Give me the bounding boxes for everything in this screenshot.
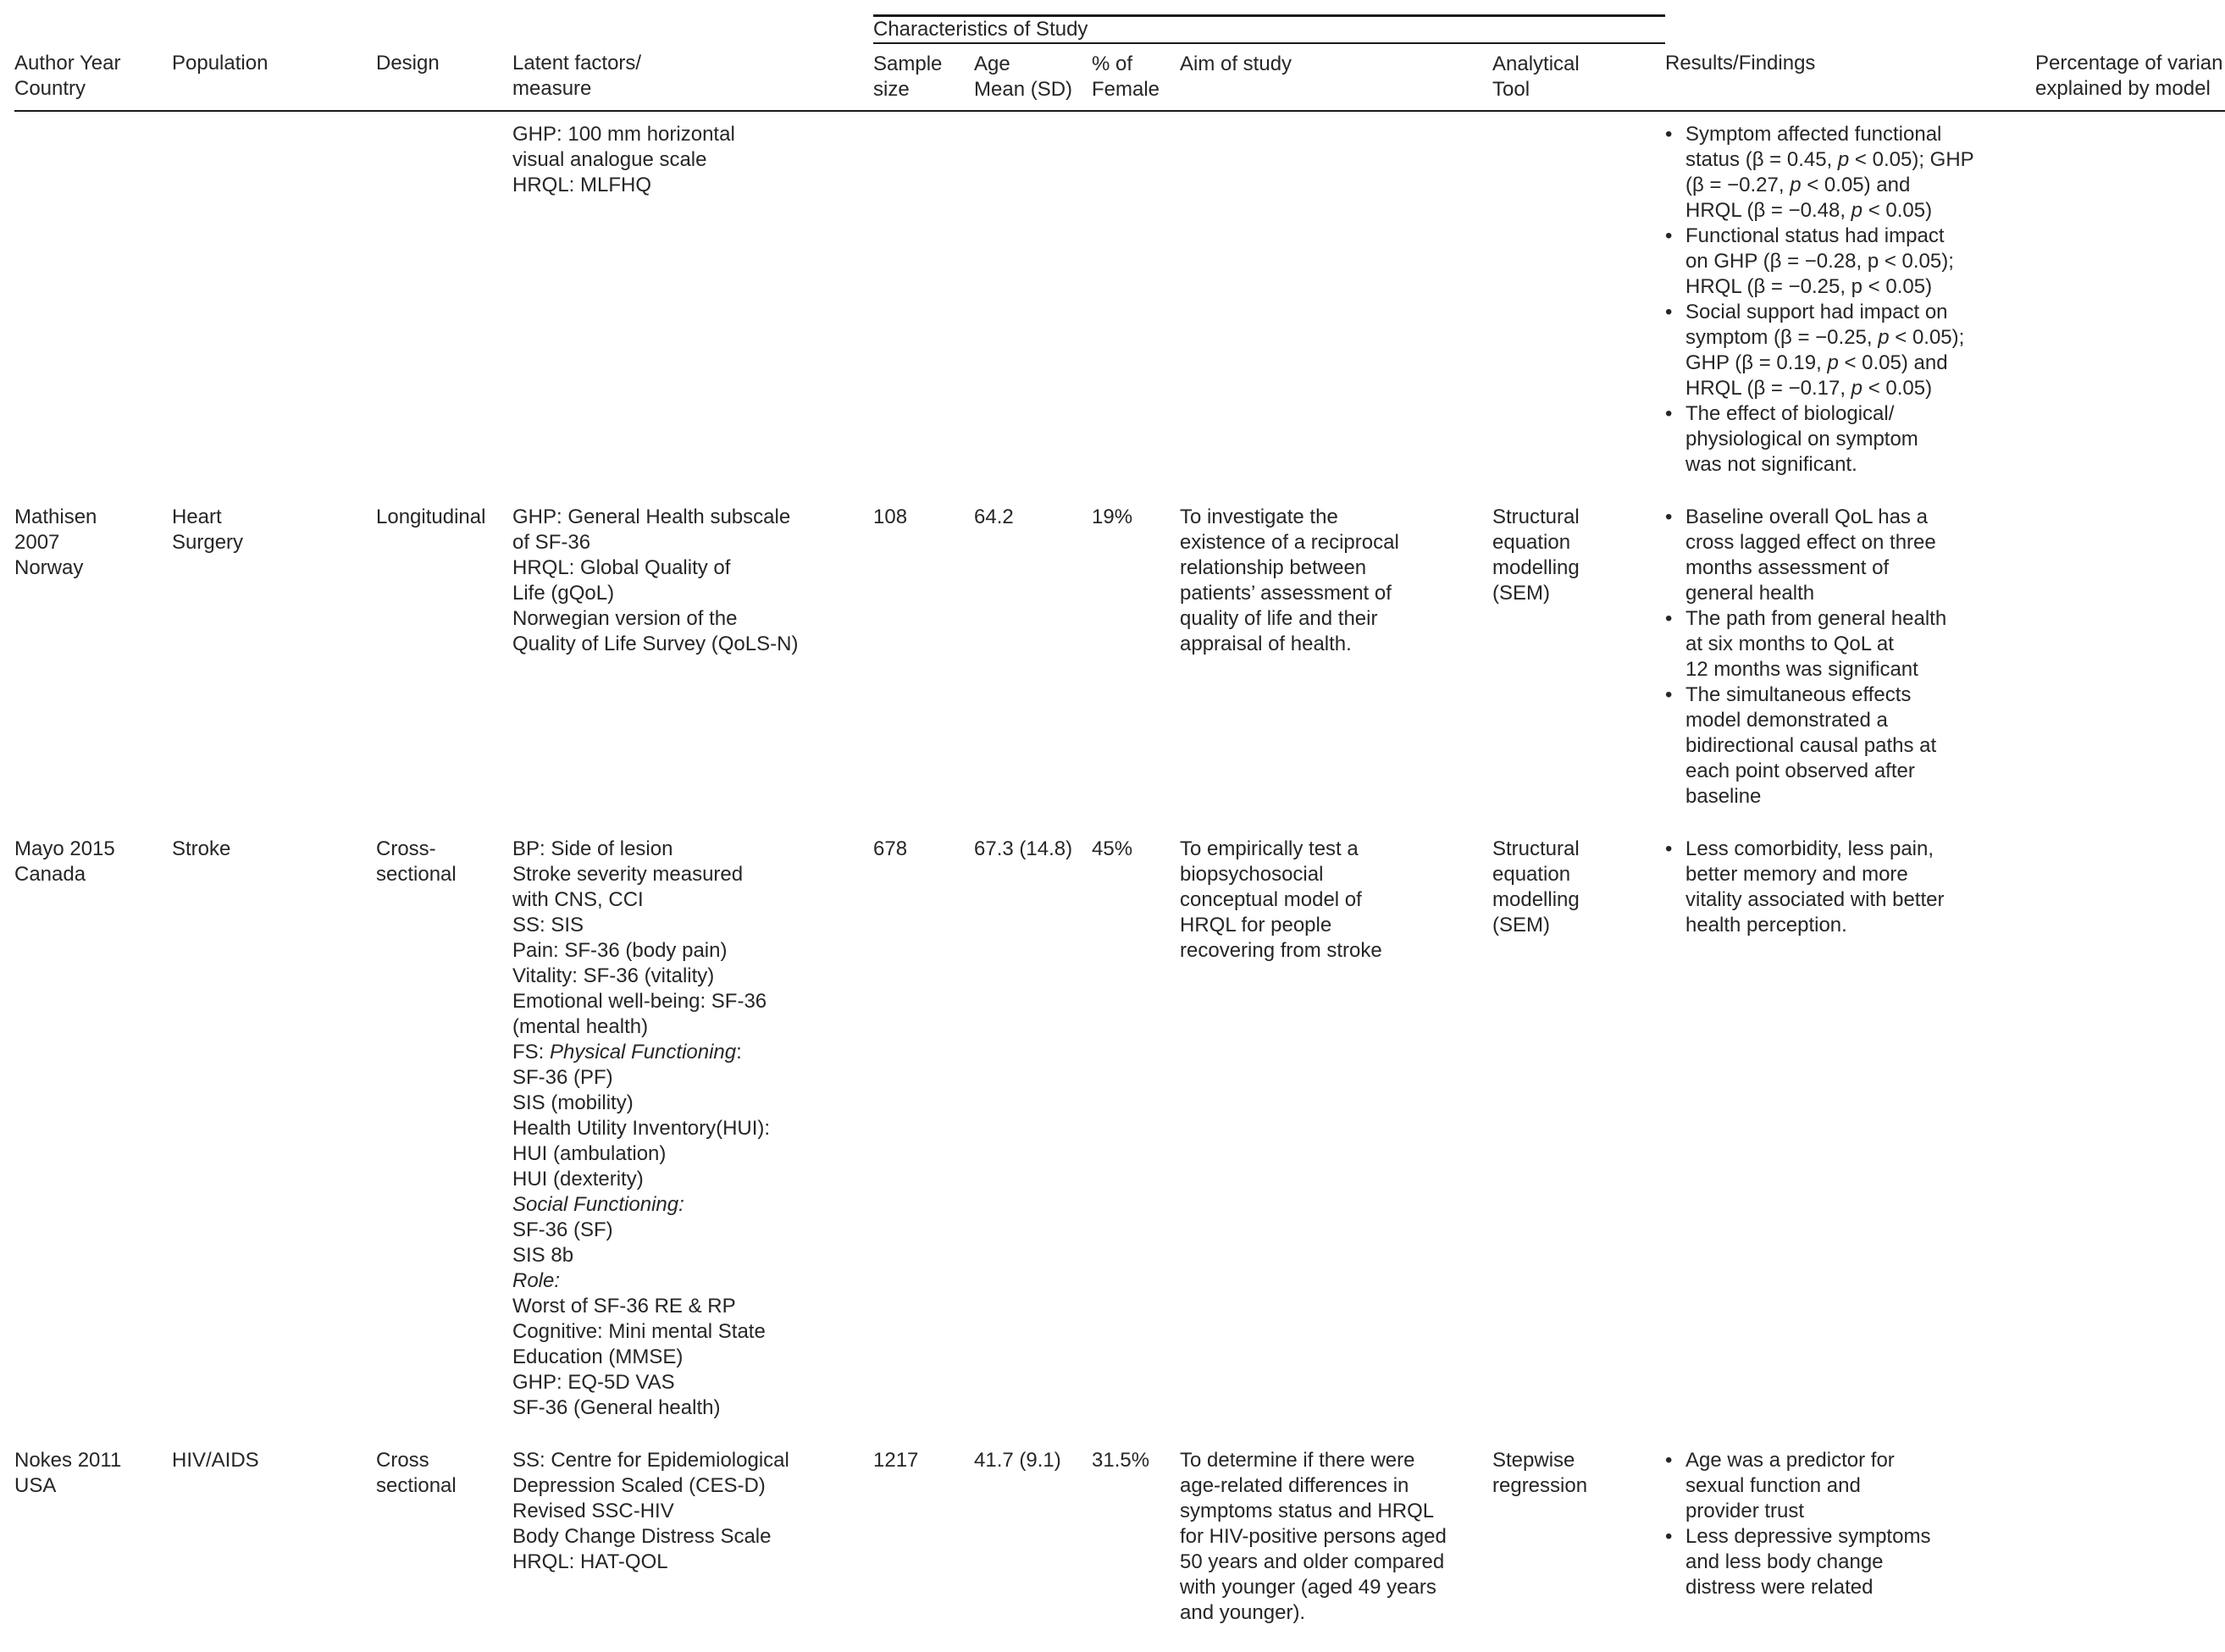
text-line: sectional bbox=[376, 1474, 457, 1497]
result-item bbox=[1665, 837, 2022, 938]
text-line: symptom (β = −0.25, p < 0.05); bbox=[1685, 326, 1965, 349]
text-line: sectional bbox=[376, 863, 457, 886]
text-line: Depression Scaled (CES-D) bbox=[512, 1474, 766, 1497]
text-line: appraisal of health. bbox=[1180, 633, 1352, 655]
text-line: biopsychosocial bbox=[1180, 863, 1324, 886]
text-line: Cognitive: Mini mental State bbox=[512, 1320, 766, 1343]
text-line: SF-36 (PF) bbox=[512, 1066, 613, 1089]
result-text bbox=[1685, 224, 2022, 300]
text-line: Canada bbox=[14, 863, 86, 886]
cell-latent bbox=[512, 1438, 873, 1643]
text-line: Age bbox=[974, 52, 1010, 75]
bullet-icon: • bbox=[1665, 506, 1673, 528]
text-line: SS: SIS bbox=[512, 914, 584, 937]
cell-tool bbox=[1492, 1438, 1665, 1643]
text-line: The effect of biological/ bbox=[1685, 402, 1895, 425]
text-line: cross lagged effect on three bbox=[1685, 531, 1936, 554]
text-line: 41.7 (9.1) bbox=[974, 1449, 1061, 1472]
text-line: health perception. bbox=[1685, 914, 1847, 937]
cell-age bbox=[974, 826, 1092, 1438]
cell-design bbox=[376, 111, 512, 494]
text-line: HRQL (β = −0.17, p < 0.05) bbox=[1685, 377, 1933, 400]
text-line: 1217 bbox=[873, 1449, 919, 1472]
cell-population bbox=[172, 111, 376, 494]
text-line: Worst of SF-36 RE & RP bbox=[512, 1295, 736, 1318]
col-header-tool bbox=[1492, 43, 1665, 111]
cell-results bbox=[1665, 1438, 2035, 1643]
text-line: visual analogue scale bbox=[512, 148, 707, 171]
text-line: Mayo 2015 bbox=[14, 837, 115, 860]
text-line: SS: Centre for Epidemiological bbox=[512, 1449, 789, 1472]
result-item bbox=[1665, 401, 2022, 478]
text-line: provider trust bbox=[1685, 1500, 1805, 1522]
text-line: Population bbox=[172, 52, 268, 75]
text-line: Pain: SF-36 (body pain) bbox=[512, 939, 728, 962]
text-line: explained by model bbox=[2035, 77, 2211, 100]
text-line: To determine if there were bbox=[1180, 1449, 1415, 1472]
text-line: Health Utility Inventory(HUI): bbox=[512, 1117, 771, 1140]
text-line: and younger). bbox=[1180, 1601, 1306, 1624]
text-line: SIS (mobility) bbox=[512, 1091, 634, 1114]
text-line: Vitality: SF-36 (vitality) bbox=[512, 964, 715, 987]
text-line: Role: bbox=[512, 1269, 561, 1292]
text-line: USA bbox=[14, 1474, 57, 1497]
text-line: sexual function and bbox=[1685, 1474, 1861, 1497]
text-line: Aim of study bbox=[1180, 52, 1292, 75]
text-line: GHP: EQ-5D VAS bbox=[512, 1371, 675, 1394]
cell-sample bbox=[873, 826, 974, 1438]
bullet-icon: • bbox=[1665, 123, 1673, 146]
text-line: conceptual model of bbox=[1180, 888, 1362, 911]
text-line: (SEM) bbox=[1492, 582, 1550, 605]
text-line: 64.2 bbox=[974, 506, 1014, 528]
col-header-sample bbox=[873, 43, 974, 111]
text-line: general health bbox=[1685, 582, 1815, 605]
text-line: HRQL for people bbox=[1180, 914, 1332, 937]
text-line: Stroke bbox=[172, 837, 231, 860]
text-line: (SEM) bbox=[1492, 914, 1550, 937]
cell-author bbox=[14, 494, 172, 826]
cell-aim bbox=[1180, 111, 1492, 494]
bullet-icon: • bbox=[1665, 224, 1673, 247]
cell-results bbox=[1665, 826, 2035, 1438]
text-line: 108 bbox=[873, 506, 908, 528]
text-line: vitality associated with better bbox=[1685, 888, 1945, 911]
text-line: status (β = 0.45, p < 0.05); GHP bbox=[1685, 148, 1974, 171]
text-line: was not significant. bbox=[1685, 453, 1857, 476]
text-line: Baseline overall QoL has a bbox=[1685, 506, 1928, 528]
text-line: To empirically test a bbox=[1180, 837, 1359, 860]
text-line: SF-36 (SF) bbox=[512, 1218, 613, 1241]
text-line: The simultaneous effects bbox=[1685, 683, 1912, 706]
result-text bbox=[1685, 682, 2022, 809]
text-line: Analytical bbox=[1492, 52, 1580, 75]
text-line: each point observed after bbox=[1685, 760, 1915, 782]
text-line: recovering from stroke bbox=[1180, 939, 1382, 962]
cell-latent bbox=[512, 494, 873, 826]
text-line: Stepwise bbox=[1492, 1449, 1575, 1472]
text-line: on GHP (β = −0.28, p < 0.05); bbox=[1685, 250, 1954, 273]
cell-female bbox=[1092, 1438, 1180, 1643]
text-line: Quality of Life Survey (QoLS-N) bbox=[512, 633, 799, 655]
text-line: HUI (ambulation) bbox=[512, 1142, 667, 1165]
text-line: Education (MMSE) bbox=[512, 1345, 684, 1368]
text-line: better memory and more bbox=[1685, 863, 1908, 886]
cell-sample bbox=[873, 494, 974, 826]
text-line: age-related differences in bbox=[1180, 1474, 1409, 1497]
cell-aim bbox=[1180, 494, 1492, 826]
text-line: GHP: 100 mm horizontal bbox=[512, 123, 735, 146]
text-line: Heart bbox=[172, 506, 222, 528]
text-line: 678 bbox=[873, 837, 908, 860]
col-header-population bbox=[172, 43, 376, 111]
col-header-results bbox=[1665, 43, 2035, 111]
text-line: Functional status had impact bbox=[1685, 224, 1945, 247]
text-line: Cross bbox=[376, 1449, 429, 1472]
text-line: quality of life and their bbox=[1180, 607, 1378, 630]
col-header-latent bbox=[512, 43, 873, 111]
cell-age bbox=[974, 1438, 1092, 1643]
result-text bbox=[1685, 606, 2022, 682]
text-line: Structural bbox=[1492, 506, 1580, 528]
cell-age bbox=[974, 111, 1092, 494]
text-line: (β = −0.27, p < 0.05) and bbox=[1685, 174, 1911, 196]
text-line: months assessment of bbox=[1685, 556, 1890, 579]
cell-design bbox=[376, 1438, 512, 1643]
text-line: model demonstrated a bbox=[1685, 709, 1888, 732]
table-header bbox=[14, 16, 2225, 112]
text-line: existence of a reciprocal bbox=[1180, 531, 1399, 554]
text-line: patients’ assessment of bbox=[1180, 582, 1392, 605]
col-header-aim bbox=[1180, 43, 1492, 111]
text-line: 67.3 (14.8) bbox=[974, 837, 1073, 860]
bullet-icon: • bbox=[1665, 402, 1673, 425]
column-header-row bbox=[14, 43, 2225, 111]
result-text bbox=[1685, 401, 2022, 478]
text-line: 2007 bbox=[14, 531, 60, 554]
cell-author bbox=[14, 111, 172, 494]
text-line: 50 years and older compared bbox=[1180, 1550, 1445, 1573]
text-line: 31.5% bbox=[1092, 1449, 1150, 1472]
result-item bbox=[1665, 505, 2022, 606]
group-header-spacer-right bbox=[1665, 16, 2225, 44]
cell-female bbox=[1092, 494, 1180, 826]
text-line: and less body change bbox=[1685, 1550, 1884, 1573]
text-line: baseline bbox=[1685, 785, 1762, 808]
text-line: HRQL: Global Quality of bbox=[512, 556, 731, 579]
cell-aim bbox=[1180, 826, 1492, 1438]
text-line: Country bbox=[14, 77, 86, 100]
cell-design bbox=[376, 494, 512, 826]
table-row bbox=[14, 1438, 2225, 1643]
text-line: HRQL: HAT-QOL bbox=[512, 1550, 668, 1573]
col-header-female bbox=[1092, 43, 1180, 111]
text-line: modelling bbox=[1492, 556, 1580, 579]
cell-variance bbox=[2035, 111, 2225, 494]
text-line: HRQL: MLFHQ bbox=[512, 174, 652, 196]
group-header-spacer-left bbox=[14, 16, 873, 44]
bullet-icon: • bbox=[1665, 1525, 1673, 1548]
text-line: Author Year bbox=[14, 52, 121, 75]
text-line: HIV/AIDS bbox=[172, 1449, 259, 1472]
text-line: Norwegian version of the bbox=[512, 607, 738, 630]
text-line: equation bbox=[1492, 863, 1571, 886]
cell-results bbox=[1665, 494, 2035, 826]
text-line: GHP: General Health subscale bbox=[512, 506, 791, 528]
cell-results bbox=[1665, 111, 2035, 494]
text-line: for HIV-positive persons aged bbox=[1180, 1525, 1447, 1548]
study-characteristics-table bbox=[14, 14, 2225, 1643]
cell-tool bbox=[1492, 111, 1665, 494]
text-line: HUI (dexterity) bbox=[512, 1168, 644, 1191]
text-line: modelling bbox=[1492, 888, 1580, 911]
text-line: Percentage of varian bbox=[2035, 52, 2223, 75]
text-line: To investigate the bbox=[1180, 506, 1338, 528]
col-header-author bbox=[14, 43, 172, 111]
result-text bbox=[1685, 1524, 2022, 1600]
result-item bbox=[1665, 122, 2022, 224]
text-line: HRQL (β = −0.25, p < 0.05) bbox=[1685, 275, 1933, 298]
result-item bbox=[1665, 1448, 2022, 1524]
text-line: Mean (SD) bbox=[974, 78, 1073, 101]
group-header-cell bbox=[873, 16, 1665, 44]
text-line: 12 months was significant bbox=[1685, 658, 1918, 681]
text-line: size bbox=[873, 78, 910, 101]
group-header-row bbox=[14, 16, 2225, 44]
text-line: with younger (aged 49 years bbox=[1180, 1576, 1436, 1599]
result-item bbox=[1665, 300, 2022, 401]
text-line: Mathisen bbox=[14, 506, 97, 528]
result-text bbox=[1685, 505, 2022, 606]
table-row bbox=[14, 494, 2225, 826]
text-line: with CNS, CCI bbox=[512, 888, 644, 911]
result-text bbox=[1685, 300, 2022, 401]
cell-female bbox=[1092, 111, 1180, 494]
cell-age bbox=[974, 494, 1092, 826]
result-text bbox=[1685, 837, 2022, 938]
text-line: (mental health) bbox=[512, 1015, 649, 1038]
cell-population bbox=[172, 494, 376, 826]
cell-author bbox=[14, 826, 172, 1438]
text-line: GHP (β = 0.19, p < 0.05) and bbox=[1685, 351, 1948, 374]
result-text bbox=[1685, 122, 2022, 224]
cell-latent bbox=[512, 826, 873, 1438]
text-line: Symptom affected functional bbox=[1685, 123, 1942, 146]
text-line: Results/Findings bbox=[1665, 52, 1816, 75]
bullet-icon: • bbox=[1665, 607, 1673, 630]
text-line: physiological on symptom bbox=[1685, 428, 1918, 450]
cell-female bbox=[1092, 826, 1180, 1438]
text-line: Social Functioning: bbox=[512, 1193, 684, 1216]
text-line: Female bbox=[1092, 78, 1160, 101]
text-line: FS: Physical Functioning: bbox=[512, 1041, 742, 1064]
cell-variance bbox=[2035, 1438, 2225, 1643]
text-line: regression bbox=[1492, 1474, 1588, 1497]
table-row bbox=[14, 111, 2225, 494]
text-line: Nokes 2011 bbox=[14, 1449, 122, 1472]
text-line: SIS 8b bbox=[512, 1244, 574, 1267]
text-line: distress were related bbox=[1685, 1576, 1874, 1599]
cell-sample bbox=[873, 111, 974, 494]
text-line: SF-36 (General health) bbox=[512, 1396, 721, 1419]
text-line: Design bbox=[376, 52, 440, 75]
table-body bbox=[14, 111, 2225, 1643]
col-header-variance bbox=[2035, 43, 2225, 111]
text-line: Norway bbox=[14, 556, 84, 579]
cell-tool bbox=[1492, 494, 1665, 826]
text-line: 45% bbox=[1092, 837, 1133, 860]
bullet-icon: • bbox=[1665, 301, 1673, 323]
text-line: symptoms status and HRQL bbox=[1180, 1500, 1435, 1522]
bullet-icon: • bbox=[1665, 1449, 1673, 1472]
group-header-label: Characteristics of Study bbox=[873, 18, 1088, 41]
text-line: Tool bbox=[1492, 78, 1530, 101]
text-line: Longitudinal bbox=[376, 506, 486, 528]
result-item bbox=[1665, 606, 2022, 682]
result-item bbox=[1665, 224, 2022, 300]
text-line: Cross- bbox=[376, 837, 436, 860]
result-item bbox=[1665, 1524, 2022, 1600]
text-line: relationship between bbox=[1180, 556, 1367, 579]
cell-variance bbox=[2035, 494, 2225, 826]
bullet-icon: • bbox=[1665, 837, 1673, 860]
text-line: Body Change Distress Scale bbox=[512, 1525, 772, 1548]
text-line: Age was a predictor for bbox=[1685, 1449, 1895, 1472]
result-text bbox=[1685, 1448, 2022, 1524]
text-line: of SF-36 bbox=[512, 531, 591, 554]
text-line: Sample bbox=[873, 52, 943, 75]
text-line: Life (gQoL) bbox=[512, 582, 615, 605]
cell-tool bbox=[1492, 826, 1665, 1438]
cell-aim bbox=[1180, 1438, 1492, 1643]
text-line: Revised SSC-HIV bbox=[512, 1500, 674, 1522]
text-line: 19% bbox=[1092, 506, 1133, 528]
table-row bbox=[14, 826, 2225, 1438]
cell-population bbox=[172, 826, 376, 1438]
result-item bbox=[1665, 682, 2022, 809]
text-line: % of bbox=[1092, 52, 1133, 75]
text-line: Stroke severity measured bbox=[512, 863, 744, 886]
text-line: HRQL (β = −0.48, p < 0.05) bbox=[1685, 199, 1933, 222]
cell-sample bbox=[873, 1438, 974, 1643]
text-line: Less depressive symptoms bbox=[1685, 1525, 1931, 1548]
text-line: Latent factors/ bbox=[512, 52, 642, 75]
text-line: Surgery bbox=[172, 531, 244, 554]
cell-population bbox=[172, 1438, 376, 1643]
col-header-design bbox=[376, 43, 512, 111]
cell-latent bbox=[512, 111, 873, 494]
text-line: equation bbox=[1492, 531, 1571, 554]
cell-variance bbox=[2035, 826, 2225, 1438]
text-line: Less comorbidity, less pain, bbox=[1685, 837, 1934, 860]
cell-design bbox=[376, 826, 512, 1438]
bullet-icon: • bbox=[1665, 683, 1673, 706]
text-line: Social support had impact on bbox=[1685, 301, 1948, 323]
text-line: bidirectional causal paths at bbox=[1685, 734, 1937, 757]
cell-author bbox=[14, 1438, 172, 1643]
text-line: Emotional well-being: SF-36 bbox=[512, 990, 767, 1013]
text-line: measure bbox=[512, 77, 592, 100]
text-line: at six months to QoL at bbox=[1685, 633, 1894, 655]
col-header-age bbox=[974, 43, 1092, 111]
text-line: Structural bbox=[1492, 837, 1580, 860]
text-line: The path from general health bbox=[1685, 607, 1947, 630]
text-line: BP: Side of lesion bbox=[512, 837, 673, 860]
